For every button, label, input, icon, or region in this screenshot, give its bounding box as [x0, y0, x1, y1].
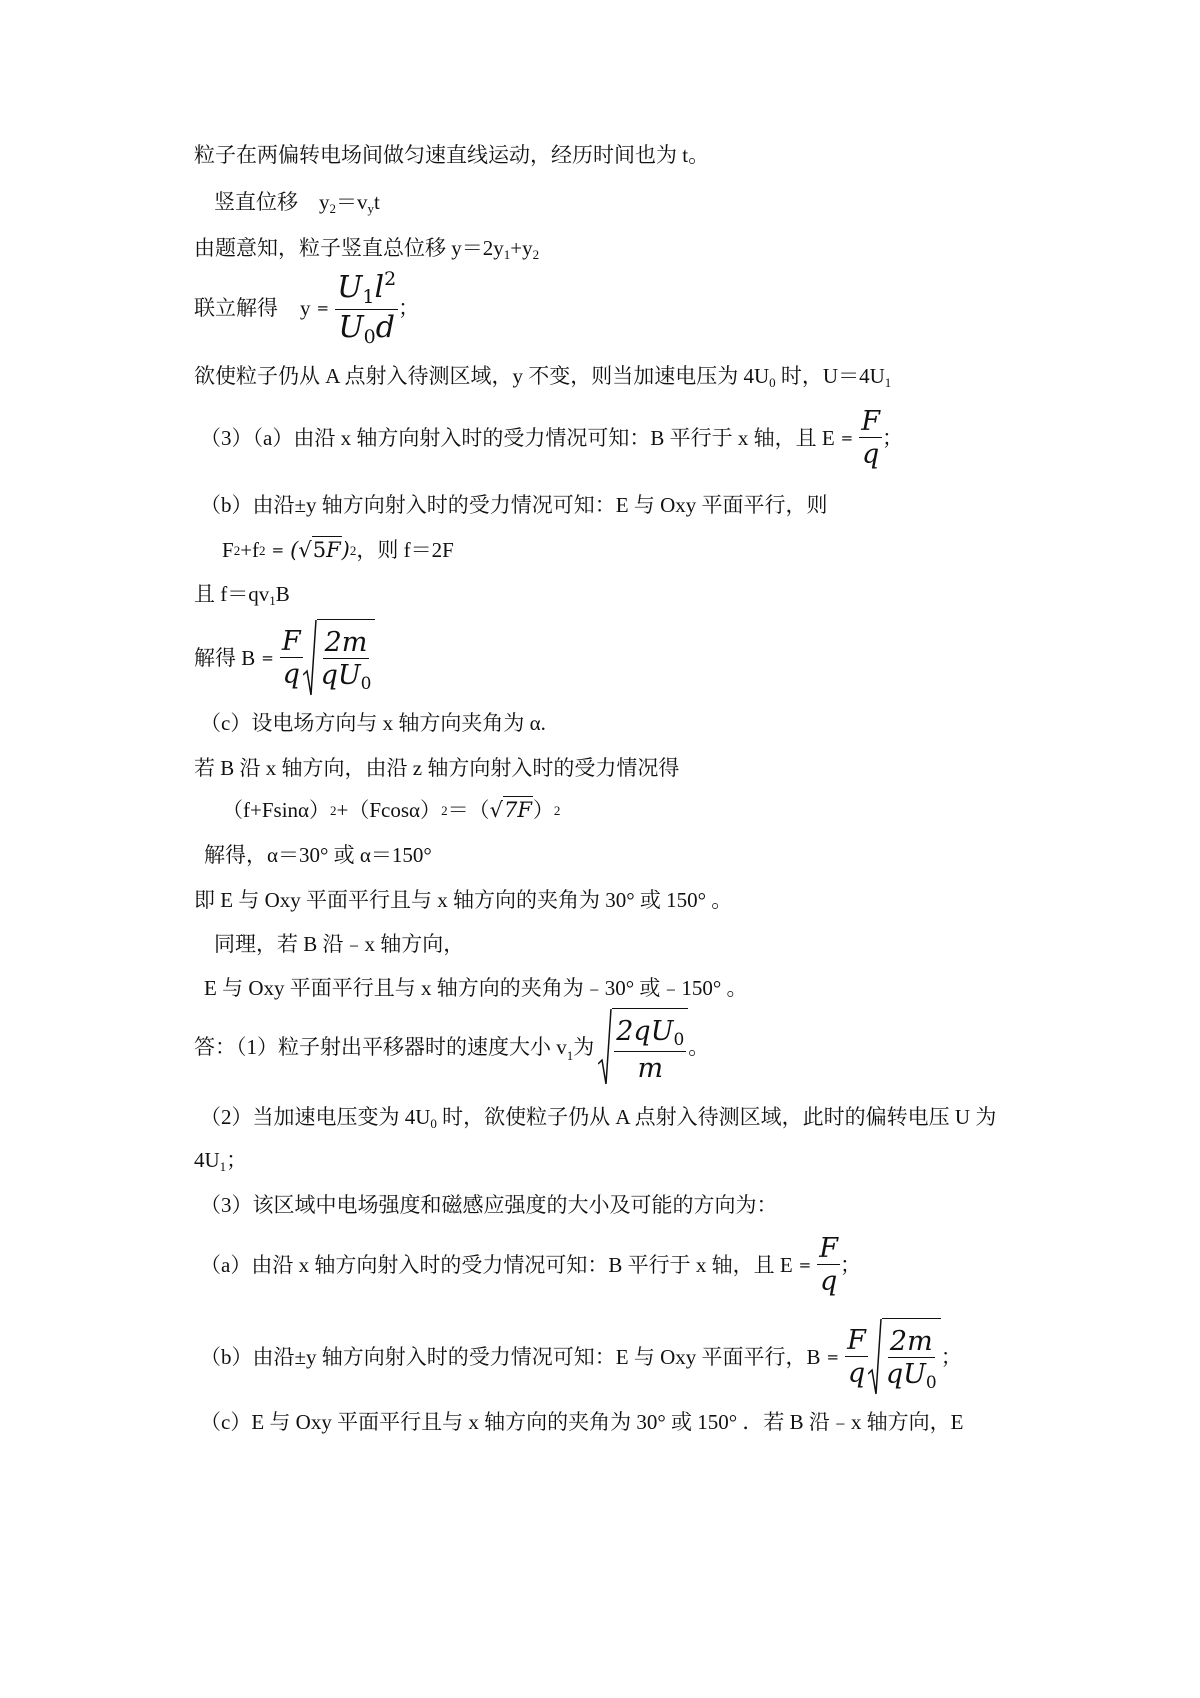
equation-line: F 2 +f 2 = ( √5F ) 2 ，则 f＝2F: [222, 538, 454, 562]
fraction: [335, 267, 398, 348]
subscript: 1: [503, 247, 511, 262]
text-line: （3）该区域中电场强度和磁感应强度的大小及可能的方向为：: [200, 1193, 778, 1217]
text-line: （c）E 与 Oxy 平面平行且与 x 轴方向的夹角为 30° 或 150° ．若 B 沿﹣x 轴方向，E: [200, 1410, 964, 1434]
text-line: $4U_1$；: [194, 1148, 248, 1174]
square-root: √5F: [298, 538, 341, 562]
symbol: y: [300, 295, 311, 320]
label: 解得 B: [194, 645, 256, 670]
text-line: [194, 238, 539, 261]
text-line: 若 B 沿 x 轴方向，由沿 z 轴方向射入时的受力情况得: [194, 756, 680, 780]
fraction: [859, 408, 882, 468]
symbol: ＝v: [336, 190, 368, 214]
label: 竖直位移: [214, 190, 298, 214]
denominator: q: [861, 439, 880, 470]
square-root: √7F: [489, 798, 532, 822]
subscript: 2: [532, 247, 540, 262]
subscript: 2: [329, 201, 336, 216]
fraction: $\frac{F}{q}$: [847, 1325, 866, 1389]
text-line: [214, 192, 380, 215]
punctuation: ；: [881, 425, 903, 450]
equation-line: [194, 616, 375, 700]
text: +y: [510, 236, 533, 260]
text-line: （c）设电场方向与 x 轴方向夹角为 α.: [200, 711, 546, 735]
text: 由题意知，粒子竖直总位移 y＝2y: [194, 236, 504, 260]
fraction: $\frac{F}{q}$: [281, 626, 301, 690]
square-root: $\frac{2m}{qU_0}$: [868, 1318, 941, 1396]
text-line: 粒子在两偏转电场间做匀速直线运动，经历时间也为 t。: [194, 143, 710, 167]
symbol: y: [319, 190, 330, 214]
text-line: （2）当加速电压变为 $4U_0$ 时，欲使粒子仍从 A 点射入待测区域，此时的偏转电压 U 为: [200, 1105, 997, 1131]
text-line: 同理，若 B 沿﹣x 轴方向，: [214, 932, 465, 956]
numerator: F: [861, 406, 880, 437]
equation-line: （a）由沿 x 轴方向射入时的受力情况可知：B 平行于 x 轴，且 E = $\frac{F}{q}$ ；: [200, 1233, 861, 1297]
label: 联立解得: [194, 295, 278, 320]
equation-line: [194, 266, 419, 350]
numerator: $U_1l^2$: [337, 267, 397, 308]
equals-sign: =: [271, 541, 285, 559]
text: （3）（a）由沿 x 轴方向射入时的受力情况可知：B 平行于 x 轴，且 E: [200, 425, 835, 450]
equals-sign: =: [316, 298, 330, 317]
denominator: $U_0d$: [338, 309, 395, 348]
text-line: 解得，α＝30° 或 α＝150°: [204, 843, 432, 867]
text-line: E 与 Oxy 平面平行且与 x 轴方向的夹角为﹣30° 或﹣150° 。: [204, 976, 748, 1000]
symbol: t: [374, 190, 380, 214]
subscript: y: [367, 201, 374, 216]
text-line: 即 E 与 Oxy 平面平行且与 x 轴方向的夹角为 30° 或 150° 。: [194, 888, 733, 912]
punctuation: ；: [398, 295, 420, 320]
square-root: $\frac{2qU_0}{m}$: [598, 1008, 688, 1086]
equals-sign: =: [840, 428, 854, 447]
text-line: 欲使粒子仍从 A 点射入待测区域，y 不变，则当加速电压为 $4U_0$ 时，$U=4U_1$: [194, 364, 892, 390]
equation-line: （f+Fsinα） 2 +（Fcosα） 2 ＝（ √7F ） 2: [222, 798, 561, 822]
equation-line: [200, 406, 903, 470]
equals-sign: =: [826, 1347, 840, 1366]
equals-sign: =: [798, 1255, 812, 1274]
fraction: $\frac{F}{q}$: [819, 1233, 838, 1297]
square-root: $\frac{2m}{qU_0}$: [303, 619, 376, 697]
equation-line: 答：（1）粒子射出平移器时的速度大小 v $_1$ 为 $\frac{2qU_0}{m}$ 。: [194, 1006, 709, 1088]
equals-sign: =: [261, 648, 274, 667]
text-line: （b）由沿±y 轴方向射入时的受力情况可知：E 与 Oxy 平面平行，则: [200, 493, 828, 517]
text-line: 且 $f=qv_1B$: [194, 582, 290, 608]
equation-line: （b）由沿±y 轴方向射入时的受力情况可知：E 与 Oxy 平面平行，B = $\frac{F}{q}$ $\frac{2m}{qU_0}$ ；: [200, 1316, 962, 1398]
